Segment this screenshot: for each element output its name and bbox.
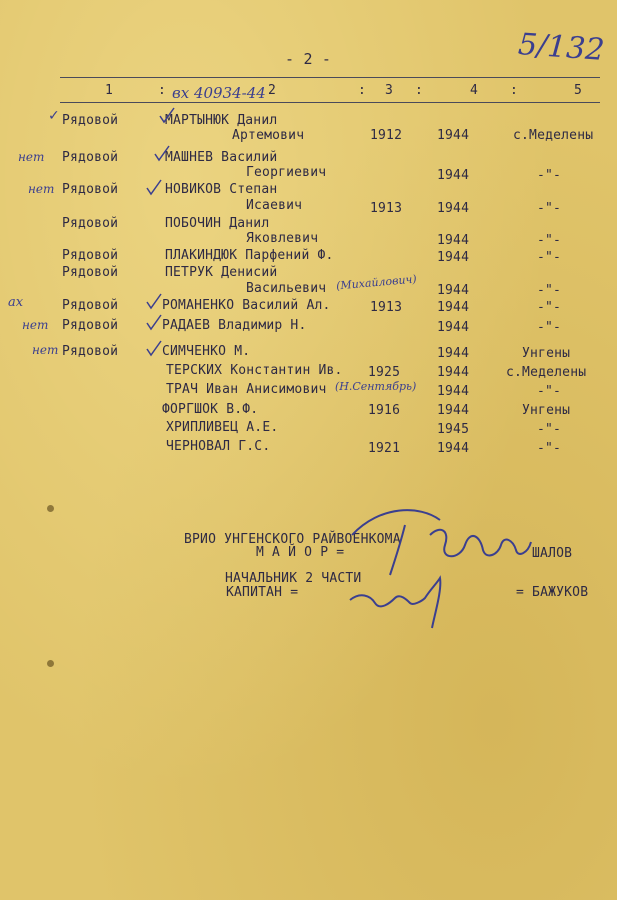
- signature-rank-1: М А Й О Р =: [256, 545, 345, 560]
- name-cell: НОВИКОВ Степан: [165, 182, 278, 197]
- rank-cell: Рядовой: [62, 113, 119, 128]
- conscription-year-cell: 1944: [437, 384, 470, 399]
- place-cell: -"-: [537, 320, 562, 335]
- column-separator: :: [358, 83, 367, 98]
- signature-name-2: = БАЖУКОВ: [516, 585, 589, 600]
- conscription-year-cell: 1944: [437, 233, 470, 248]
- name-cell: РОМАНЕНКО Василий Ал.: [162, 298, 331, 313]
- name-cell: МАШНЕВ Василий: [165, 150, 278, 165]
- birth-year-cell: 1925: [368, 365, 401, 380]
- punch-hole: [47, 660, 54, 667]
- place-cell: Унгены: [522, 346, 571, 361]
- corner-handwritten-number: 5/132: [516, 27, 606, 68]
- signature-title-2: НАЧАЛЬНИК 2 ЧАСТИ: [225, 571, 362, 586]
- place-cell: -"-: [537, 422, 562, 437]
- margin-note: нет: [22, 318, 49, 332]
- place-cell: -"-: [537, 233, 562, 248]
- signature-title-1: ВРИО УНГЕНСКОГО РАЙВОЕНКОМА: [184, 532, 401, 547]
- conscription-year-cell: 1944: [437, 441, 470, 456]
- column-header-4: 4: [470, 83, 479, 98]
- rank-cell: Рядовой: [62, 216, 119, 231]
- name-cell: СИМЧЕНКО М.: [162, 344, 251, 359]
- place-cell: -"-: [537, 283, 562, 298]
- column-header-2: 2: [268, 83, 277, 98]
- name-cell: МАРТЫНЮК Данил: [165, 113, 278, 128]
- check-mark-icon: [147, 180, 161, 194]
- birth-year-cell: 1913: [370, 201, 403, 216]
- check-mark: ✓: [48, 108, 60, 124]
- rank-cell: Рядовой: [62, 150, 119, 165]
- name-cell: ПЛАКИНДЮК Парфений Ф.: [165, 248, 334, 263]
- place-cell: -"-: [537, 201, 562, 216]
- name-cell: ТРАЧ Иван Анисимович: [166, 382, 327, 397]
- patronymic-cell: Васильевич: [246, 281, 327, 296]
- conscription-year-cell: 1944: [437, 365, 470, 380]
- margin-note: нет: [32, 343, 59, 357]
- conscription-year-cell: 1944: [437, 128, 470, 143]
- handwritten-annotation: (Михайлович): [335, 272, 418, 293]
- handwritten-reference: вх 40934-44: [172, 84, 266, 102]
- rank-cell: Рядовой: [62, 318, 119, 333]
- rank-cell: Рядовой: [62, 265, 119, 280]
- name-cell: ПОБОЧИН Данил: [165, 216, 270, 231]
- column-header-5: 5: [574, 83, 583, 98]
- place-cell: -"-: [537, 384, 562, 399]
- patronymic-cell: Яковлевич: [246, 231, 319, 246]
- name-cell: ФОРГШОК В.Ф.: [162, 402, 259, 417]
- conscription-year-cell: 1944: [437, 320, 470, 335]
- page-number: - 2 -: [285, 50, 332, 68]
- place-cell: -"-: [537, 168, 562, 183]
- birth-year-cell: 1916: [368, 403, 401, 418]
- margin-note: ах: [8, 295, 24, 310]
- signature-bazhukov: [350, 578, 440, 628]
- check-mark-icon: [160, 108, 174, 122]
- punch-hole: [47, 505, 54, 512]
- conscription-year-cell: 1944: [437, 346, 470, 361]
- conscription-year-cell: 1944: [437, 201, 470, 216]
- birth-year-cell: 1921: [368, 441, 401, 456]
- column-separator: :: [510, 83, 519, 98]
- signature-shalov: [352, 510, 531, 575]
- conscription-year-cell: 1944: [437, 283, 470, 298]
- name-cell: ТЕРСКИХ Константин Ив.: [166, 363, 343, 378]
- column-header-1: 1: [105, 83, 114, 98]
- birth-year-cell: 1912: [370, 128, 403, 143]
- check-mark-icon: [147, 341, 161, 355]
- place-cell: -"-: [537, 250, 562, 265]
- name-cell: ХРИПЛИВЕЦ А.Е.: [166, 420, 279, 435]
- handwritten-annotation: (Н.Сентябрь): [335, 380, 417, 393]
- conscription-year-cell: 1944: [437, 403, 470, 418]
- signature-rank-2: КАПИТАН =: [226, 585, 299, 600]
- check-mark-icon: [155, 146, 169, 160]
- patronymic-cell: Артемович: [232, 128, 305, 143]
- margin-note: нет: [18, 150, 45, 164]
- rank-cell: Рядовой: [62, 344, 119, 359]
- place-cell: -"-: [537, 300, 562, 315]
- conscription-year-cell: 1945: [437, 422, 470, 437]
- column-separator: :: [415, 83, 424, 98]
- signature-name-1: ШАЛОВ: [532, 546, 573, 561]
- name-cell: РАДАЕВ Владимир Н.: [162, 318, 307, 333]
- place-cell: Унгены: [522, 403, 571, 418]
- name-cell: ЧЕРНОВАЛ Г.С.: [166, 439, 271, 454]
- place-cell: с.Меделены: [506, 365, 587, 380]
- margin-note: нет: [28, 182, 55, 196]
- rank-cell: Рядовой: [62, 248, 119, 263]
- patronymic-cell: Исаевич: [246, 198, 303, 213]
- column-header-3: 3: [385, 83, 394, 98]
- place-cell: с.Меделены: [513, 128, 594, 143]
- rank-cell: Рядовой: [62, 298, 119, 313]
- rank-cell: Рядовой: [62, 182, 119, 197]
- patronymic-cell: Георгиевич: [246, 165, 327, 180]
- check-mark-icon: [147, 315, 161, 329]
- conscription-year-cell: 1944: [437, 168, 470, 183]
- conscription-year-cell: 1944: [437, 250, 470, 265]
- place-cell: -"-: [537, 441, 562, 456]
- name-cell: ПЕТРУК Денисий: [165, 265, 278, 280]
- check-mark-icon: [147, 294, 161, 308]
- conscription-year-cell: 1944: [437, 300, 470, 315]
- birth-year-cell: 1913: [370, 300, 403, 315]
- column-separator: :: [158, 83, 167, 98]
